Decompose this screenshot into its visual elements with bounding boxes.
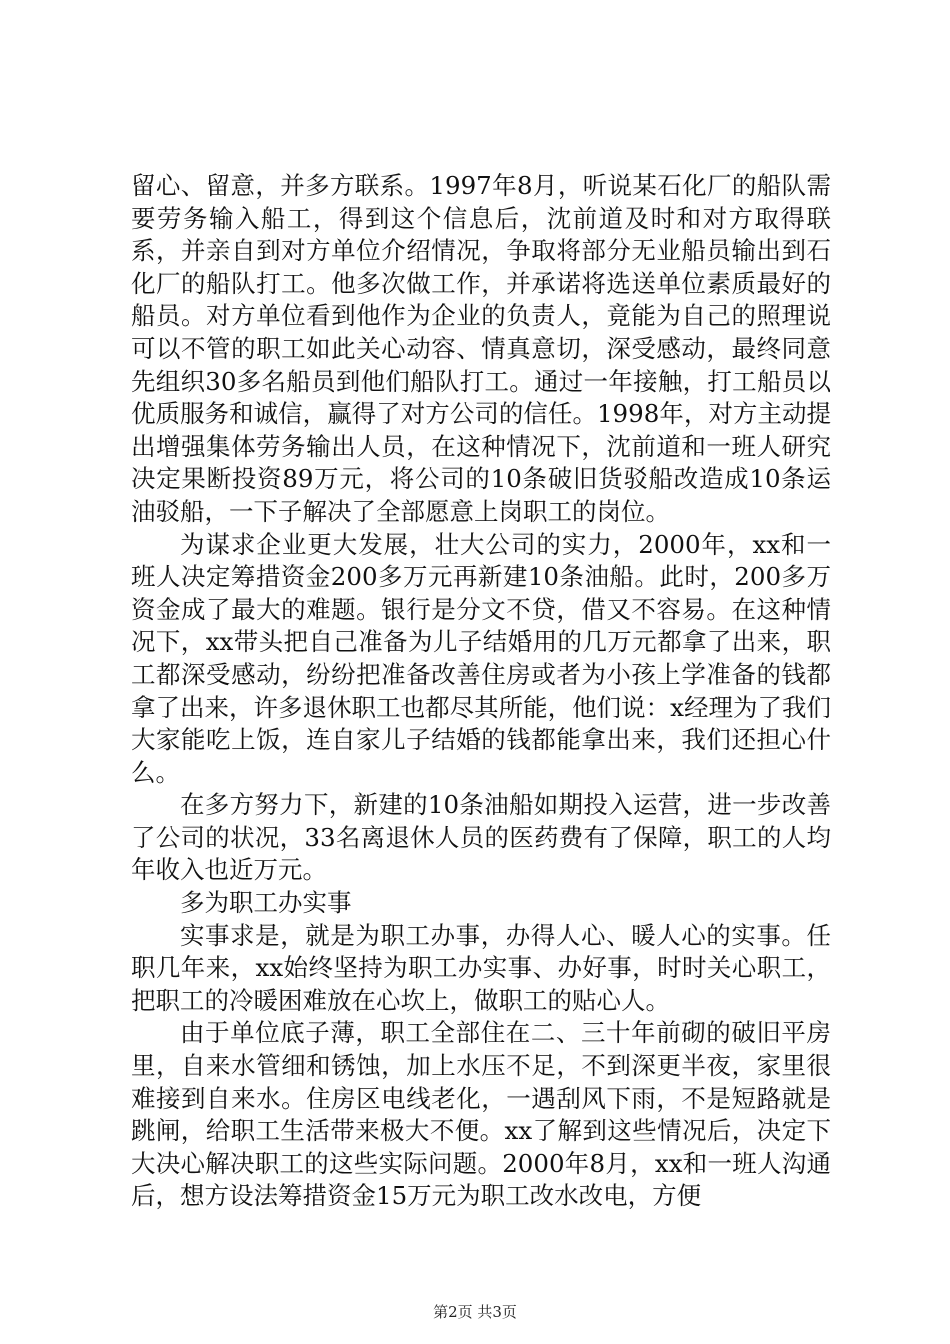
paragraph: 为谋求企业更大发展，壮大公司的实力，2000年，xx和一班人决定筹措资金200多万元再新建10条油船。此时，200多万资金成了最大的难题。银行是分文不贷，借又不容易。在这种情况下，xx带头把自己准备为儿子结婚用的几万元都拿了出来，职工都深受感动，纷纷把准备改善住房或者为小孩上学准备的钱都拿了出来，许多退休职工也都尽其所能，他们说：x经理为了我们大家能吃上饭，连自家儿子结婚的钱都能拿出来，我们还担心什么。 [131,529,831,787]
paragraph: 实事求是，就是为职工办事，办得人心、暖人心的实事。任职几年来，xx始终坚持为职工办实事、办好事，时时关心职工，把职工的冷暖困难放在心坎上，做职工的贴心人。 [131,920,831,1015]
paragraph: 由于单位底子薄，职工全部住在二、三十年前砌的破旧平房里，自来水管细和锈蚀，加上水压不足，不到深更半夜，家里很难接到自来水。住房区电线老化，一遇刮风下雨，不是短路就是跳闸，给职工生活带来极大不便。xx了解到这些情况后，决定下大决心解决职工的这些实际问题。2000年8月，xx和一班人沟通后，想方设法筹措资金15万元为职工改水改电，方便 [131,1018,831,1211]
page-footer [0,1302,950,1322]
document-body [131,170,831,1213]
page-number: 第2页 共3页 [433,1303,517,1321]
section-heading: 多为职工办实事 [180,888,352,918]
paragraph: 留心、留意，并多方联系。1997年8月，听说某石化厂的船队需要劳务输入船工，得到这个信息后，沈前道及时和对方取得联系，并亲自到对方单位介绍情况，争取将部分无业船员输出到石化厂的船队打工。他多次做工作，并承诺将选送单位素质最好的船员。对方单位看到他作为企业的负责人，竟能为自己的照理说可以不管的职工如此关心动容、情真意切，深受感动，最终同意先组织30多名船员到他们船队打工。通过一年接触，打工船员以优质服务和诚信，赢得了对方公司的信任。1998年，对方主动提出增强集体劳务输出人员，在这种情况下，沈前道和一班人研究决定果断投资89万元，将公司的10条破旧货驳船改造成10条运油驳船，一下子解决了全部愿意上岗职工的岗位。 [131,171,831,526]
paragraph: 在多方努力下，新建的10条油船如期投入运营，进一步改善了公司的状况，33名离退休人员的医药费有了保障，职工的人均年收入也近万元。 [131,790,831,885]
